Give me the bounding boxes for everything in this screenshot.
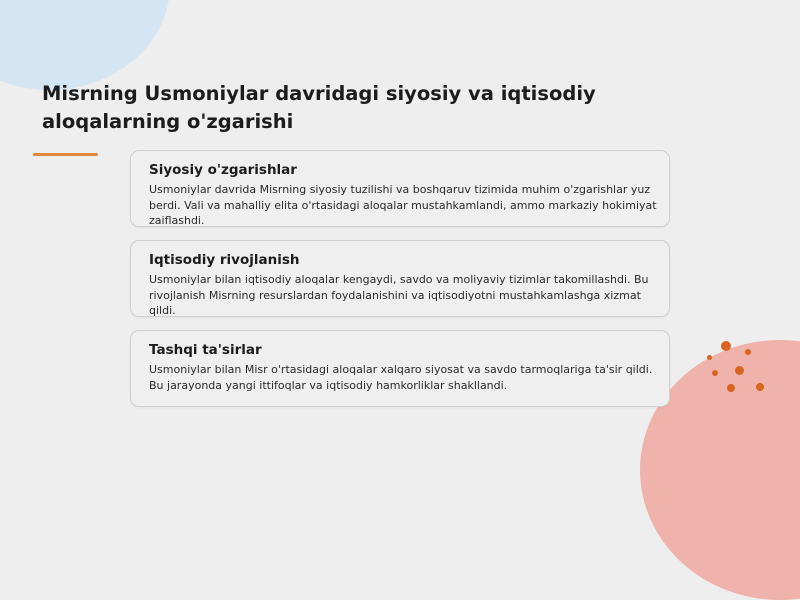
card-heading: Siyosiy o'zgarishlar xyxy=(149,162,297,178)
page-title: Misrning Usmoniylar davridagi siyosiy va iqtisodiy aloqalarning o'zgarishi xyxy=(42,82,596,133)
card-text: Usmoniylar davrida Misrning siyosiy tuzilishi va boshqaruv tizimida muhim o'zgarishlar yuz berdi. Vali va mahalliy elita o'rtasidagi aloqalar mustahkamlandi, ammo markaziy hokimiyat zaiflashdi. xyxy=(149,183,657,227)
card-heading: Iqtisodiy rivojlanish xyxy=(149,252,300,268)
decorative-dot xyxy=(745,349,751,355)
card-heading: Tashqi ta'sirlar xyxy=(149,342,262,358)
title-accent-line xyxy=(33,153,98,156)
card-text: Usmoniylar bilan iqtisodiy aloqalar kengaydi, savdo va moliyaviy tizimlar takomillashdi. Bu rivojlanish Misrning resurslardan foydalanishini va iqtisodiyotni mustahkamlashga xizmat qildi. xyxy=(149,273,649,317)
decorative-dot xyxy=(721,341,731,351)
decorative-dot xyxy=(727,384,735,392)
card-political-changes xyxy=(130,150,670,227)
decorative-dot xyxy=(712,370,718,376)
decorative-dot xyxy=(756,383,764,391)
decorative-blob-top-left xyxy=(0,0,170,90)
card-external-influences xyxy=(130,330,670,407)
decorative-dot xyxy=(735,366,744,375)
decorative-dot xyxy=(707,355,712,360)
card-text: Usmoniylar bilan Misr o'rtasidagi aloqalar xalqaro siyosat va savdo tarmoqlariga ta'sir qildi. Bu jarayonda yangi ittifoqlar va iqtisodiy hamkorliklar shakllandi. xyxy=(149,363,653,392)
card-economic-development xyxy=(130,240,670,317)
